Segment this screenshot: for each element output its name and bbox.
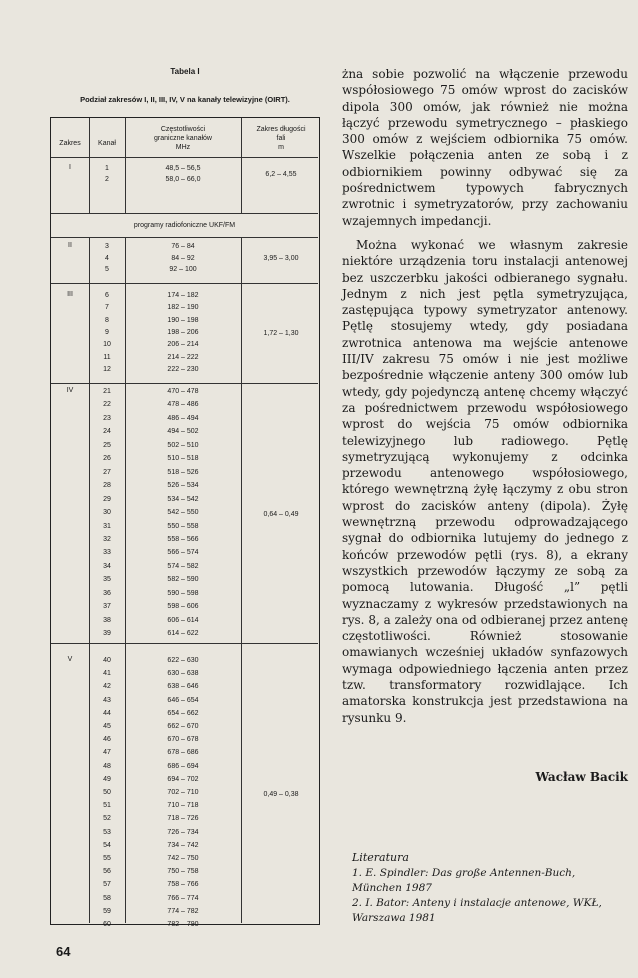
channel-frequency: 526 – 534 [167, 482, 199, 490]
channel-number: 58 [103, 894, 111, 902]
references-list [352, 866, 628, 926]
header-freq-line: graniczne kanałów [154, 135, 212, 142]
channel-frequency: 84 – 92 [171, 254, 195, 262]
channel-number: 29 [103, 495, 111, 503]
channel-number: 54 [103, 841, 111, 849]
channel-frequency: 550 – 558 [167, 522, 199, 530]
fm-divider-top [51, 213, 318, 214]
channel-number: 30 [103, 509, 111, 517]
channel-number: 46 [103, 736, 111, 744]
channel-frequency: 686 – 694 [167, 762, 199, 770]
channel-number: 25 [103, 441, 111, 449]
header-wave-line: Zakres długości [256, 126, 306, 133]
header-freq-line: Częstotliwości [160, 126, 206, 133]
channel-number: 38 [103, 616, 111, 624]
channel-number: 41 [103, 670, 111, 678]
channel-frequency: 710 – 718 [167, 802, 199, 810]
table-column-divider [241, 118, 242, 213]
channel-number: 2 [105, 176, 109, 183]
channel-frequency: 614 – 622 [167, 630, 199, 638]
channel-number: 27 [103, 468, 111, 476]
channel-number: 3 [105, 243, 109, 250]
channel-frequency: 718 – 726 [167, 815, 199, 823]
channel-number: 48 [103, 762, 111, 770]
channel-number: 56 [103, 868, 111, 876]
range-label: II [68, 242, 72, 249]
channel-number: 1 [105, 165, 109, 172]
channel-number: 50 [103, 789, 111, 796]
range-wavelength: 0,64 – 0,49 [263, 510, 299, 518]
table-title: Tabela I [170, 67, 200, 76]
range-label: III [67, 291, 73, 298]
channel-frequency: 182 – 190 [167, 304, 199, 312]
channel-frequency: 48,5 – 56,5 [165, 165, 201, 172]
channel-number: 6 [105, 292, 109, 299]
range-label: V [67, 656, 73, 663]
header-kanal: Kanał [98, 140, 116, 147]
channel-number: 23 [103, 414, 111, 422]
channel-number: 12 [103, 365, 111, 373]
channel-number: 42 [103, 683, 111, 691]
channel-number: 24 [103, 428, 111, 436]
channel-frequency: 734 – 742 [167, 841, 199, 849]
channel-frequency: 470 – 478 [167, 388, 199, 395]
table-column-divider [241, 237, 242, 923]
channel-number: 7 [105, 304, 109, 312]
range-wavelength: 1,72 – 1,30 [263, 330, 299, 338]
article-body [342, 66, 628, 726]
channel-number: 21 [103, 388, 111, 395]
fm-row: programy radiofoniczne UKF/FM [133, 222, 236, 229]
header-wave-line: fali [276, 135, 286, 142]
channel-frequency: 774 – 782 [167, 907, 199, 915]
channel-frequency: 606 – 614 [167, 616, 199, 624]
channel-frequency: 214 – 222 [167, 353, 199, 361]
channel-number: 5 [105, 266, 109, 273]
channel-frequency: 76 – 84 [171, 243, 195, 250]
channel-frequency: 742 – 750 [167, 855, 199, 862]
range-wavelength: 3,95 – 3,00 [263, 255, 299, 263]
channel-frequency: 502 – 510 [167, 441, 199, 449]
fm-divider-bottom [51, 237, 318, 238]
channel-number: 45 [103, 723, 111, 730]
channel-number: 51 [103, 802, 111, 810]
channel-number: 34 [103, 562, 111, 570]
channel-number: 57 [103, 881, 111, 889]
channel-number: 39 [103, 630, 111, 638]
channel-number: 8 [105, 316, 109, 324]
channel-frequency: 758 – 766 [167, 881, 199, 889]
channel-number: 32 [103, 535, 111, 543]
channel-number: 26 [103, 455, 111, 463]
reference-item: 2. I. Bator: Anteny i instalacje antenowe, WKŁ, Warszawa 1981 [352, 897, 602, 924]
channel-number: 10 [103, 341, 111, 349]
channel-frequency: 654 – 662 [167, 709, 199, 717]
channel-frequency: 638 – 646 [167, 683, 199, 691]
channel-frequency: 766 – 774 [167, 894, 199, 902]
channel-number: 43 [103, 696, 111, 704]
channel-number: 40 [103, 657, 111, 664]
range-divider [51, 383, 318, 384]
range-divider [51, 643, 318, 644]
channel-number: 49 [103, 775, 111, 783]
channel-frequency: 198 – 206 [167, 328, 199, 336]
channel-frequency: 694 – 702 [167, 775, 199, 783]
channel-frequency: 646 – 654 [167, 696, 199, 704]
channel-frequency: 750 – 758 [167, 868, 199, 876]
channel-frequency: 678 – 686 [167, 749, 199, 757]
channel-frequency: 174 – 182 [167, 292, 199, 299]
channel-frequency: 222 – 230 [167, 365, 199, 373]
article-paragraph: Można wykonać we własnym zakresie niektóre urządzenia toru instalacji antenowej bez uszczerbku jakości odbieranego sygnału. Jednym z nich jest pętla symetryzująca, zastępująca typowy symetryzator antenowy. Pętlę stosujemy wtedy, gdy posiadana zwrotnica antenowa ma wejście antenowe III/IV zakresu 75 omów i nie jest możliwe bezpośrednie włączenie anteny 300 omów lub wtedy, gdy pojedynczą antenę chcemy włączyć za pośrednictwem przewodu współosiowego wprost do wejścia 75 omów odbiornika telewizyjnego lub radiowego. Pętlę symetryzującą wykonujemy z odcinka przewodu antenowego współosiowego, którego wewnętrzną żyłę łączymy z obu stron wprost do zacisków anteny (dipola). Żyłę wewnętrzną przewodu odprowadzającego sygnał do odbiornika lutujemy do jednego z końców przewodów pętli (rys. 8), a ekrany wszystkich przewodów łączymy ze sobą za pomocą lutowania. Długość „l” pętli wyznaczamy z wykresów przedstawionych na rys. 8, a zależy ona od odbieranej przez antenę częstotliwości. Również stosowanie omawianych wcześniej układów synfazowych wymaga odpowiedniego łączenia anten przez tzw. transformatory rozwidlające. Ich amatorska konstrukcja jest przedstawiona na rysunku 9. [342, 237, 628, 725]
channel-frequency: 494 – 502 [167, 428, 199, 436]
channel-frequency: 630 – 638 [167, 670, 199, 678]
range-wavelength: 6,2 – 4,55 [265, 171, 297, 178]
channel-number: 37 [103, 603, 111, 611]
channel-frequency: 558 – 566 [167, 535, 199, 543]
channel-frequency: 486 – 494 [167, 414, 199, 422]
channel-frequency: 58,0 – 66,0 [165, 176, 201, 183]
channel-frequency: 190 – 198 [167, 316, 199, 324]
header-zakres: Zakres [59, 140, 81, 147]
table-subtitle: Podział zakresów I, II, III, IV, V na kanały telewizyjne (OIRT). [80, 95, 290, 104]
channel-number: 28 [103, 482, 111, 490]
channel-frequency: 782 – 790 [167, 921, 199, 928]
channel-number: 33 [103, 549, 111, 557]
reference-item: 1. E. Spindler: Das große Antennen-Buch, München 1987 [352, 867, 576, 894]
channel-frequency: 478 – 486 [167, 401, 199, 409]
channel-frequency: 622 – 630 [167, 657, 199, 664]
channel-number: 36 [103, 589, 111, 597]
channel-frequency: 574 – 582 [167, 562, 199, 570]
channel-frequency: 542 – 550 [167, 509, 199, 517]
channel-number: 55 [103, 855, 111, 862]
channel-number: 60 [103, 921, 111, 928]
channel-number: 11 [103, 353, 111, 361]
channel-frequency: 670 – 678 [167, 736, 199, 744]
channel-number: 4 [105, 254, 109, 262]
range-wavelength: 0,49 – 0,38 [263, 790, 299, 798]
frequency-table [50, 117, 320, 928]
channel-number: 52 [103, 815, 111, 823]
channel-number: 59 [103, 907, 111, 915]
channel-frequency: 510 – 518 [167, 455, 199, 463]
header-freq-line: MHz [175, 144, 191, 151]
table-header-divider [51, 157, 318, 158]
channel-number: 22 [103, 401, 111, 409]
channel-frequency: 582 – 590 [167, 576, 199, 584]
range-label: IV [66, 387, 74, 394]
channel-number: 44 [103, 709, 111, 717]
range-label: I [69, 164, 71, 171]
article-paragraph: żna sobie pozwolić na włączenie przewodu współosiowego 75 omów wprost do zacisków dipola 300 omów, jak również nie można łączyć przewodu symetrycznego – płaskiego 300 omów z wejściem odbiornika 75 omów. Wszelkie połączenia anten ze sobą i z odbiornikiem powinny odbywać się za pośrednictwem typowych fabrycznych zwrotnic i symetryzatorów, przy zachowaniu wzajemnych impedancji. [342, 67, 628, 228]
channel-number: 53 [103, 828, 111, 836]
range-divider [51, 283, 318, 284]
channel-frequency: 518 – 526 [167, 468, 199, 476]
channel-frequency: 92 – 100 [169, 266, 197, 273]
channel-number: 9 [105, 328, 109, 336]
literature-heading: Literatura [352, 851, 409, 864]
channel-frequency: 590 – 598 [167, 589, 199, 597]
channel-frequency: 726 – 734 [167, 828, 199, 836]
author-signature: Wacław Bacik [535, 770, 628, 784]
channel-frequency: 534 – 542 [167, 495, 199, 503]
channel-number: 47 [103, 749, 111, 757]
page-number: 64 [56, 944, 71, 959]
header-wave-line: m [278, 144, 284, 151]
channel-number: 35 [103, 576, 111, 584]
channel-frequency: 598 – 606 [167, 603, 199, 611]
channel-frequency: 566 – 574 [167, 549, 199, 557]
channel-frequency: 702 – 710 [167, 789, 199, 796]
channel-frequency: 662 – 670 [167, 723, 199, 730]
channel-frequency: 206 – 214 [167, 341, 199, 349]
channel-number: 31 [103, 522, 111, 530]
